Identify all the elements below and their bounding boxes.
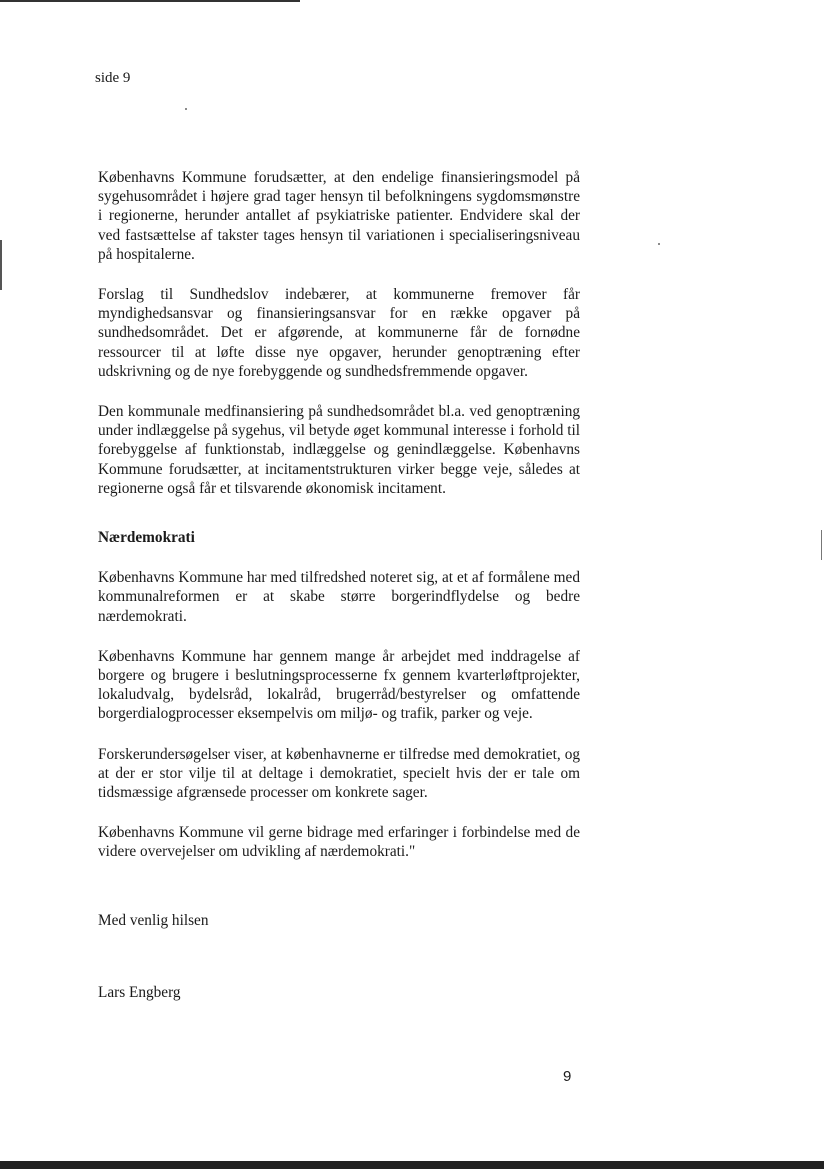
top-rule — [0, 0, 300, 2]
bottom-rule — [0, 1161, 824, 1169]
signature-name: Lars Engberg — [98, 983, 181, 1001]
paragraph-citizen-involvement: Københavns Kommune har gennem mange år arbejdet med inddragelse af borgere og brugere i beslutningsprocesserne fx gennem kvarterløftprojekter, lokaludvalg, bydelsråd, lokalråd, brugerråd/bestyrelser og omfattende borgerdialogprocesser eksempelvis om miljø- og trafik, parker og veje. — [98, 647, 580, 723]
scan-speck — [185, 108, 187, 110]
paragraph-financing-model: Københavns Kommune forudsætter, at den endelige finansieringsmodel på sygehusområdet i højere grad tager hensyn til befolkningens sygdomsmønstre i regionerne, herunder antallet af psykiatriske patienter. Endvidere skal der ved fastsættelse af takster tages hensyn til variationen i specialiseringsniveau på hospitalerne. — [98, 169, 580, 263]
paragraph-contribution: Københavns Kommune vil gerne bidrage med erfaringer i forbindelse med de videre overvejelser om udvikling af nærdemokrati." — [98, 824, 580, 861]
scan-mark-right — [821, 530, 822, 560]
scan-speck — [658, 243, 660, 245]
page-label: side 9 — [95, 70, 131, 86]
scan-mark-left — [0, 240, 2, 290]
paragraph-cofinancing: Den kommunale medfinansiering på sundhedsområdet bl.a. ved genoptræning under indlæggelse på sygehus, vil betyde øget kommunal interesse i forhold til forebyggelse af funktionstab, indlæggelse og genindlæggelse. Københavns Kommune forudsætter, at incitamentstrukturen virker begge veje, således at regionerne også får et tilsvarende økonomisk incitament. — [98, 403, 580, 497]
page-number: 9 — [563, 1068, 572, 1085]
section-heading: Nærdemokrati — [98, 529, 195, 547]
paragraph-reform-goal: Københavns Kommune har med tilfredshed noteret sig, at et af formålene med kommunalreformen er at skabe større borgerindflydelse og bedre nærdemokrati. — [98, 569, 580, 625]
paragraph-research: Forskerundersøgelser viser, at københavnerne er tilfredse med demokratiet, og at der er stor vilje til at deltage i demokratiet, specielt hvis der er tale om tidsmæssige afgrænsede processer om konkrete sager. — [98, 745, 580, 802]
letter-body — [98, 168, 580, 1023]
closing-greeting: Med venlig hilsen — [98, 911, 209, 929]
paragraph-health-law: Forslag til Sundhedslov indebærer, at kommunerne fremover får myndighedsansvar og finansieringsansvar for en række opgaver på sundhedsområdet. Det er afgørende, at kommunerne får de fornødne ressourcer til at løfte disse nye opgaver, herunder genoptræning efter udskrivning og de nye forebyggende og sundhedsfremmende opgaver. — [98, 286, 580, 380]
